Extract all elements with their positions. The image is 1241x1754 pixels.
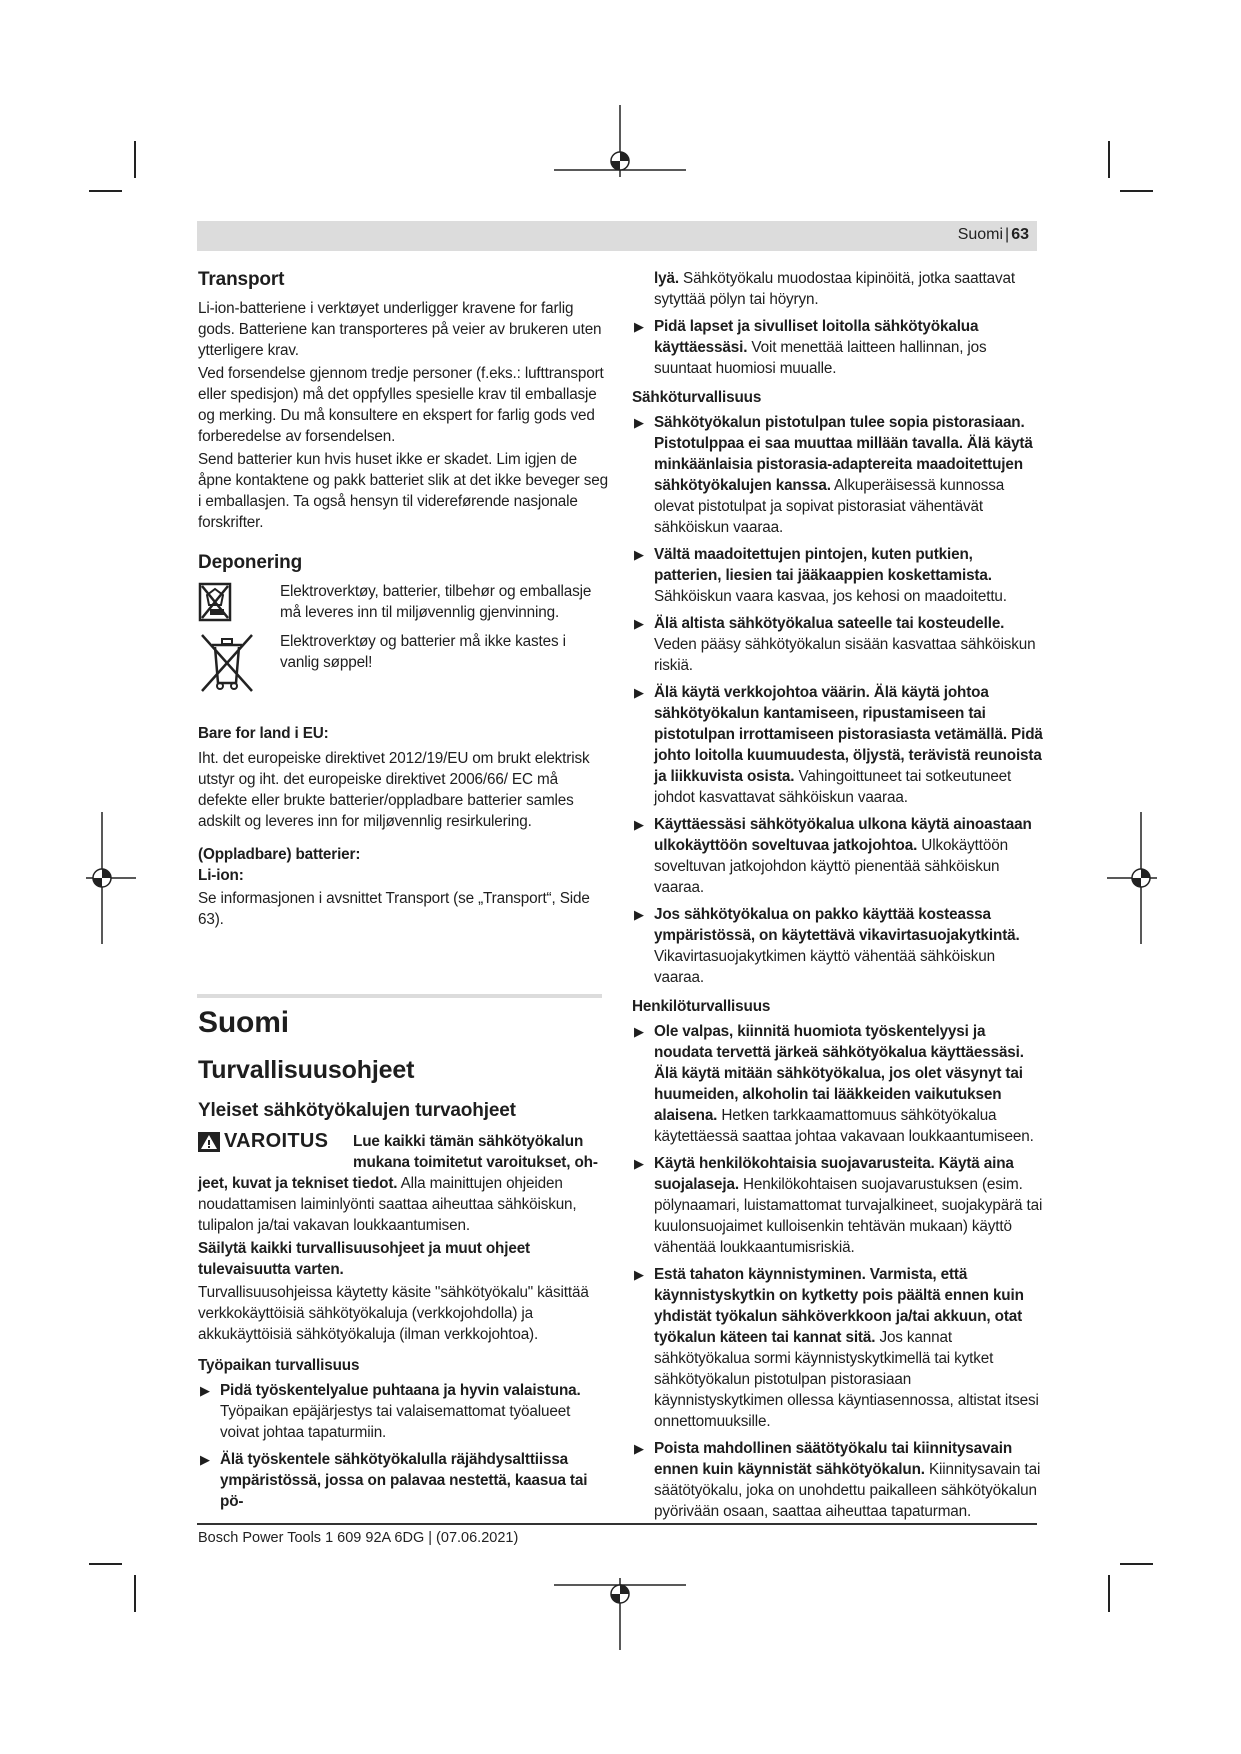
suomi-title: Suomi (198, 1006, 289, 1039)
list-item: ▶ Älä käytä verkkojohtoa väärin. Älä käytä johtoa sähkötyökalun kantamiseen, ripustamiseen tai pistotulpan irrottamiseen pistorasiasta vetämällä. Pidä johto loitolla kuumuudesta, öljystä, terävistä reunoista ja liikkuvista osista. Vahingoittuneet tai sotkeutuneet johdot kasvattavat sähköiskun vaaraa. (634, 684, 1043, 806)
registration-mark-icon (554, 1568, 686, 1650)
crop-mark (134, 1575, 136, 1612)
list-item: ▶ Estä tahaton käynnistyminen. Varmista, että käynnistyskytkin on kytketty pois päältä ennen kuin yhdistät työkalun sähköverkkoon ja/tai akkuun, otat työkalun käteen tai kannat sitä. Jos kannat sähkötyökalua sormi käynnistyskytkimellä tai kytket sähkötyökalun pistotulpan pistorasiaan käynnistyskytkimen ollessa käyntiasennossa, altistat itsesi onnettomuuksille. (634, 1266, 1039, 1430)
bullet-arrow-icon: ▶ (634, 415, 644, 430)
workplace-heading: Työpaikan turvallisuus (198, 1357, 360, 1374)
header-language: Suomi (957, 226, 1004, 243)
registration-mark-icon (86, 812, 136, 944)
transport-paragraph: Ved forsendelse gjennom tredje personer (f.eks.: lufttransport eller spedisjon) må det oppfylles spesielle krav til emballasje og merking. Du må konsultere en ekspert for farlig gods ved forberedelse av forsendelsen. (198, 365, 604, 445)
bullet-arrow-icon: ▶ (634, 1267, 644, 1282)
footer-rule (197, 1523, 1037, 1525)
left-column-finnish (198, 1005, 608, 1518)
disposal-bin-row (198, 631, 608, 701)
warning-label-text: VAROITUS (224, 1130, 329, 1152)
left-column (198, 268, 608, 932)
list-item: ▶ Älä altista sähkötyökalua sateelle tai kosteudelle. Veden pääsy sähkötyökalun sisään kasvattaa sähköiskun riskiä. (634, 615, 1036, 674)
bullet-arrow-icon: ▶ (634, 1441, 644, 1456)
bullet-arrow-icon: ▶ (634, 1156, 644, 1171)
batteries-heading: (Oppladbare) batterier: (198, 846, 361, 863)
transport-paragraph: Li-ion-batteriene i verktøyet underligger kravene for farlig gods. Batteriene kan transporteres på veier av brukeren uten ytterligere krav. (198, 300, 602, 359)
section-divider (197, 994, 602, 998)
list-item: ▶ Ole valpas, kiinnitä huomiota työskentelyysi ja noudata tervettä järkeä sähkötyökalua käyttäessäsi. Älä käytä mitään sähkötyökalua, jos olet väsynyt tai huumeiden, alkoholin tai lääkkeiden vaikutuksen alaisena. Hetken tarkkaamattomuus sähkötyökalua käytettäessä saattaa johtaa vakavaan loukkaantumiseen. (634, 1023, 1034, 1145)
bullet-arrow-icon: ▶ (634, 685, 644, 700)
eu-text: Iht. det europeiske direktivet 2012/19/EU om brukt elektrisk utstyr og iht. det europeiske direktivet 2006/66/ EC må defekte eller brukte batterier/oppladbare batterier samles adskilt og leveres inn for miljøvennlig resirkulering. (198, 750, 590, 830)
transport-heading: Transport (198, 269, 285, 290)
keep-instructions: Säilytä kaikki turvallisuusohjeet ja muut ohjeet tulevaisuutta varten. (198, 1240, 530, 1278)
crop-mark (1108, 1575, 1110, 1612)
liion-text: Se informasjonen i avsnittet Transport (se „Transport“, Side 63). (198, 890, 590, 928)
transport-paragraph: Send batterier kun hvis huset ikke er skadet. Lim igjen de åpne kontaktene og pakk batteriet slik at det ikke beveger seg i emballasjen. Ta også hensyn til videreførende nasjonale forskrifter. (198, 451, 608, 531)
bullet-arrow-icon: ▶ (200, 1383, 210, 1398)
liion-heading: Li-ion: (198, 867, 244, 884)
recycle-packaging-icon (198, 581, 232, 623)
list-item: ▶ Käyttäessäsi sähkötyökalua ulkona käytä ainoastaan ulkokäyttöön soveltuvaa jatkojohtoa. Ulkokäyttöön soveltuvan jatkojohdon käyttö pienentää sähköiskun vaaraa. (634, 816, 1032, 896)
list-item: ▶ Sähkötyökalun pistotulpan tulee sopia pistorasiaan. Pistotulppaa ei saa muuttaa millään tavalla. Älä käytä minkäänlaisia pistorasia-adaptereita maadoitettujen sähkötyökalujen kanssa. Alkuperäisessä kunnossa olevat pistotulpat ja sopivat pistorasiat vähentävät sähköiskun vaaraa. (634, 414, 1033, 536)
warning-label (198, 1131, 353, 1152)
list-item: ▶ Älä työskentele sähkötyökalulla räjähdysalttiissa ympäristössä, jossa on palavaa nestettä, kaasua tai pö- (200, 1451, 588, 1510)
deponering-heading: Deponering (198, 552, 303, 573)
disposal-text-1: Elektroverktøy, batterier, tilbehør og emballasje må leveres inn til miljøvennlig gjenvinning. (280, 583, 592, 621)
list-item: ▶ Jos sähkötyökalua on pakko käyttää kosteassa ympäristössä, on käytettävä vikavirtasuojakytkintä. Vikavirtasuojakytkimen käyttö vähentää sähköiskun vaaraa. (634, 906, 1020, 986)
warning-triangle-icon (198, 1132, 220, 1152)
warning-block (198, 1131, 608, 1173)
crop-mark (1120, 190, 1153, 192)
term-text: Turvallisuusohjeissa käytetty käsite "sähkötyökalu" käsittää verkkokäyttöisiä sähkötyökaluja (verkkojohdolla) ja akkukäyttöisiä sähkötyökaluja (ilman verkkojohtoa). (198, 1284, 589, 1343)
disposal-recycle-row (198, 581, 608, 629)
bullet-arrow-icon: ▶ (634, 319, 644, 334)
crop-mark (89, 190, 122, 192)
right-column (632, 268, 1044, 1528)
warning-bold-2: jeet, kuvat ja tekniset tiedot. (198, 1175, 398, 1192)
list-item: ▶ Pidä lapset ja sivulliset loitolla sähkötyökalua käyttäessäsi. Voit menettää laitteen hallinnan, jos suuntaat huomiosi muualle. (634, 318, 987, 377)
list-item: lyä. Sähkötyökalu muodostaa kipinöitä, jotka saattavat sytyttää pölyn tai höyryn. (654, 270, 1015, 308)
header-page-number: 63 (1011, 226, 1029, 243)
list-item: ▶ Poista mahdollinen säätötyökalu tai kiinnitysavain ennen kuin käynnistät sähkötyökalun. Kiinnitysavain tai säätötyökalu, joka on unohdettu paikalleen sähkötyökalun pyörivään osaan, saattaa aiheuttaa tapaturman. (634, 1440, 1041, 1520)
bullet-arrow-icon: ▶ (200, 1452, 210, 1467)
list-item: ▶ Pidä työskentelyalue puhtaana ja hyvin valaistuna. Työpaikan epäjärjestys tai valaisemattomat työalueet voivat johtaa tapaturmiin. (200, 1382, 581, 1441)
registration-mark-icon (554, 105, 686, 187)
page-header (197, 221, 1037, 251)
warning-bold-1: Lue kaikki tämän sähkötyökalun mukana toimitetut varoitukset, oh- (353, 1133, 598, 1171)
footer-text: Bosch Power Tools 1 609 92A 6DG | (07.06.2021) (198, 1530, 519, 1546)
electric-safety-heading: Sähköturvallisuus (632, 389, 762, 406)
bullet-arrow-icon: ▶ (634, 907, 644, 922)
crop-mark (134, 141, 136, 178)
safety-title: Turvallisuusohjeet (198, 1056, 415, 1084)
crop-mark (89, 1563, 122, 1565)
crop-mark (1120, 1563, 1153, 1565)
list-item: ▶ Vältä maadoitettujen pintojen, kuten putkien, patterien, liesien tai jääkaappien koskettamista. Sähköiskun vaara kasvaa, jos kehosi on maadoitettu. (634, 546, 1007, 605)
general-safety-title: Yleiset sähkötyökalujen turvaohjeet (198, 1100, 516, 1121)
crossed-out-bin-icon (198, 631, 256, 695)
bullet-arrow-icon: ▶ (634, 547, 644, 562)
header-text: Suomi | 63 (957, 226, 1029, 243)
warning-rest: Alla mainittujen ohjeiden noudattamisen laiminlyönti saattaa aiheuttaa sähköiskun, tulipalon ja/tai vakavan loukkaantumisen. (198, 1175, 577, 1234)
personal-safety-heading: Henkilöturvallisuus (632, 998, 771, 1015)
bullet-arrow-icon: ▶ (634, 1024, 644, 1039)
disposal-text-2: Elektroverktøy og batterier må ikke kastes i vanlig søppel! (280, 633, 566, 671)
bullet-arrow-icon: ▶ (634, 616, 644, 631)
eu-heading: Bare for land i EU: (198, 725, 329, 742)
list-item: ▶ Käytä henkilökohtaisia suojavarusteita. Käytä aina suojalaseja. Henkilökohtaisen suojavarustuksen (esim. pölynaamari, luistamattomat turvajalkineet, suojakypärä tai kuulonsuojaimet kulloisenkin tehtävän mukaan) käyttö vähentää loukkaantumisriskiä. (634, 1155, 1043, 1256)
registration-mark-icon (1107, 812, 1157, 944)
crop-mark (1108, 141, 1110, 178)
bullet-arrow-icon: ▶ (634, 817, 644, 832)
